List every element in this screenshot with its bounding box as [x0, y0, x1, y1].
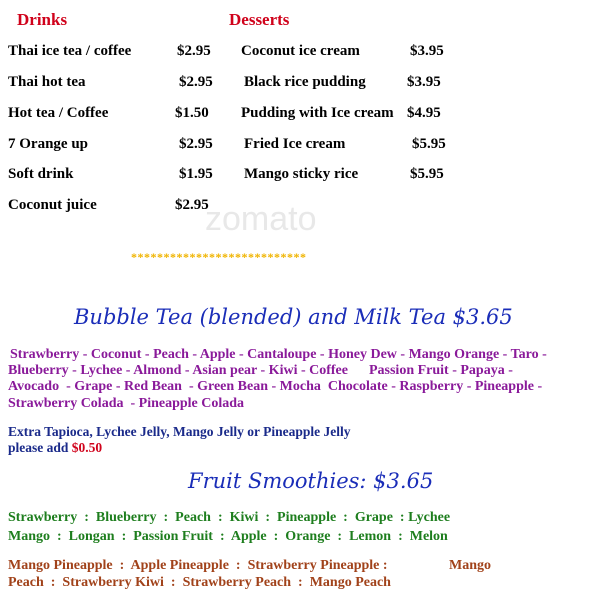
drink-price: $2.95 — [179, 74, 213, 90]
smoothie-mix-line: Peach : Strawberry Kiwi : Strawberry Peach : Mango Peach — [8, 575, 391, 590]
extra-toppings-line: Extra Tapioca, Lychee Jelly, Mango Jelly or Pineapple Jelly — [8, 424, 351, 439]
dessert-name: Mango sticky rice — [244, 166, 359, 182]
smoothie-flavors-line: Strawberry : Blueberry : Peach : Kiwi : Pineapple : Grape : Lychee — [8, 510, 451, 525]
star-divider: *************************** — [131, 250, 307, 264]
drinks-heading: Drinks — [17, 10, 68, 29]
desserts-heading: Desserts — [229, 10, 290, 29]
dessert-name: Fried Ice cream — [244, 136, 346, 152]
drink-price: $1.95 — [179, 166, 213, 182]
dessert-name: Coconut ice cream — [241, 43, 360, 59]
extra-toppings-price: $0.50 — [71, 440, 103, 455]
bubble-tea-title: Bubble Tea (blended) and Milk Tea $3.65 — [74, 305, 513, 329]
bubble-tea-flavors-line: Avocado - Grape - Red Bean - Green Bean - Mocha Chocolate - Raspberry - Pineapple - — [8, 379, 543, 394]
bubble-tea-flavors-line: Strawberry - Coconut - Peach - Apple - Cantaloupe - Honey Dew - Mango Orange - Taro - — [10, 347, 547, 362]
smoothie-mix-line-end: Mango — [449, 558, 491, 573]
smoothie-flavors-line: Mango : Longan : Passion Fruit : Apple : Orange : Lemon : Melon — [8, 529, 448, 544]
dessert-price: $5.95 — [410, 166, 444, 182]
bubble-tea-flavors-line: Strawberry Colada - Pineapple Colada — [8, 396, 245, 411]
smoothies-title: Fruit Smoothies: $3.65 — [188, 469, 434, 493]
drink-price: $2.95 — [177, 43, 211, 59]
drink-price: $2.95 — [175, 197, 209, 213]
drink-price: $1.50 — [175, 105, 209, 121]
watermark: zomato — [205, 200, 317, 238]
dessert-name: Pudding with Ice cream — [241, 105, 394, 121]
dessert-price: $3.95 — [410, 43, 444, 59]
drink-price: $2.95 — [179, 136, 213, 152]
drink-name: Coconut juice — [8, 197, 97, 213]
dessert-price: $4.95 — [407, 105, 441, 121]
drink-name: Soft drink — [8, 166, 74, 182]
extra-toppings-note — [8, 440, 102, 456]
dessert-name: Black rice pudding — [244, 74, 366, 90]
smoothie-mix-line: Mango Pineapple : Apple Pineapple : Strawberry Pineapple : — [8, 558, 388, 573]
drink-name: Thai hot tea — [8, 74, 86, 90]
drink-name: Hot tea / Coffee — [8, 105, 109, 121]
extra-toppings-label: please add — [8, 440, 69, 455]
dessert-price: $3.95 — [407, 74, 441, 90]
drink-name: Thai ice tea / coffee — [8, 43, 132, 59]
dessert-price: $5.95 — [412, 136, 446, 152]
drink-name: 7 Orange up — [8, 136, 89, 152]
bubble-tea-flavors-line: Blueberry - Lychee - Almond - Asian pear - Kiwi - Coffee Passion Fruit - Papaya - — [8, 363, 513, 378]
